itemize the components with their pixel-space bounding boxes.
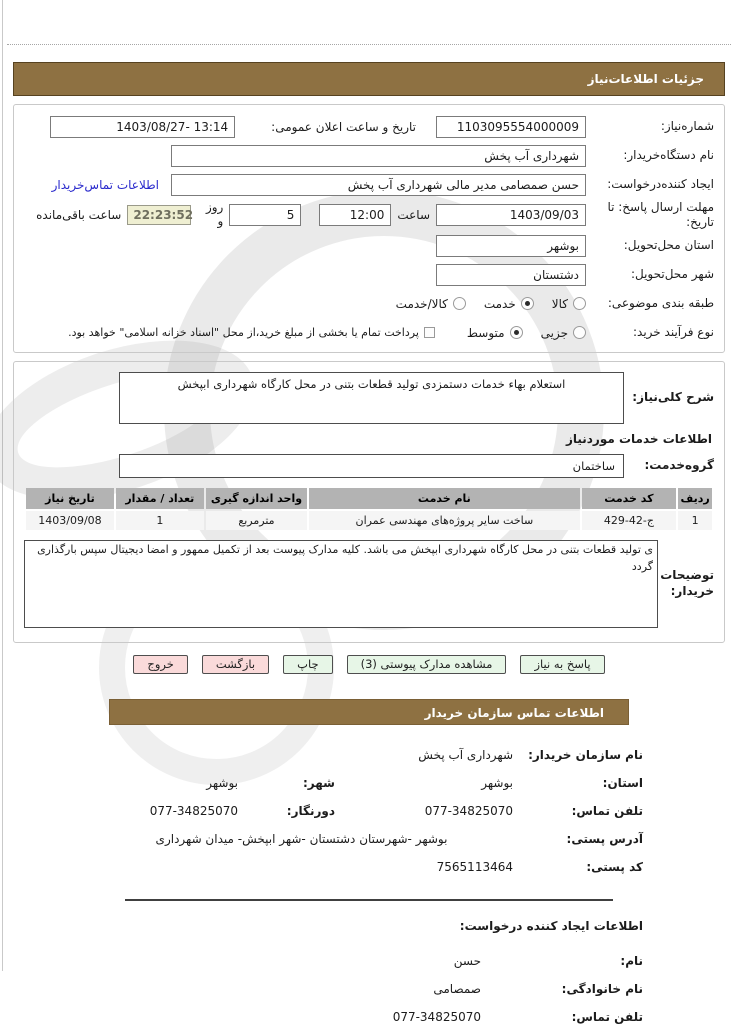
column-header: تاریخ نیاز <box>27 488 115 509</box>
service-group-field[interactable]: ساختمان <box>120 454 625 478</box>
countdown-timer: 22:23:52 <box>128 205 192 225</box>
service-group-label: گروه‌خدمت: <box>645 458 715 473</box>
delivery-city-label: شهر محل‌تحویل: <box>631 267 715 281</box>
exit-button[interactable]: خروج <box>134 655 188 674</box>
reply-to-need-button[interactable]: پاسخ به نیاز <box>521 655 605 674</box>
last-name-value: صمصامی <box>434 982 482 996</box>
delivery-province-row <box>25 232 715 259</box>
category-label: طبقه بندی موضوعی: <box>608 296 715 310</box>
table-row[interactable] <box>27 511 713 530</box>
need-number-field[interactable]: 1103095554000009 <box>437 116 587 138</box>
creator-info <box>96 919 644 1031</box>
province-city-row <box>96 769 644 797</box>
creator-phone-row <box>96 1003 644 1031</box>
radio-label: کالا <box>552 296 569 311</box>
process-type-row <box>25 319 715 346</box>
back-button[interactable]: بازگشت <box>203 655 270 674</box>
details-section <box>14 104 726 353</box>
first-name-label: نام: <box>621 954 644 968</box>
radio-option-medium[interactable] <box>468 326 524 340</box>
radio-option-partial[interactable] <box>542 326 587 340</box>
unit-cell: مترمربع <box>207 511 308 530</box>
org-name-value: شهرداری آب پخش <box>419 748 514 762</box>
buyer-org-row <box>25 142 715 169</box>
view-attachments-button[interactable]: مشاهده مدارک پیوستی (3) <box>348 655 508 674</box>
section-separator <box>126 899 614 901</box>
first-name-value: حسن <box>454 954 482 968</box>
request-creator-label: ایجاد کننده‌درخواست: <box>608 177 715 191</box>
need-number-label: شماره‌نیاز: <box>661 119 715 133</box>
postal-address-row <box>96 825 644 853</box>
fax-value: 077-34825070 <box>150 804 239 818</box>
postal-code-value: 7565113464 <box>437 860 514 874</box>
need-section <box>14 361 726 643</box>
service-code-cell: ج-42-429 <box>583 511 678 530</box>
days-remaining-field[interactable]: 5 <box>230 204 302 226</box>
radio-icon[interactable] <box>574 326 587 339</box>
services-table-header-row <box>27 488 713 509</box>
treasury-note: پرداخت تمام یا بخشی از مبلغ خرید،از محل "اسناد خزانه اسلامی" خواهد بود. <box>69 326 420 339</box>
services-heading: اطلاعات خدمات موردنیاز <box>566 432 713 446</box>
details-header-bar <box>14 62 726 96</box>
city-value: بوشهر <box>207 776 239 790</box>
radio-option-goods-service[interactable] <box>397 297 467 311</box>
delivery-city-row <box>25 261 715 288</box>
phone-label: تلفن تماس: <box>572 804 644 818</box>
last-name-row <box>96 975 644 1003</box>
radio-icon[interactable] <box>511 326 524 339</box>
radio-option-service[interactable] <box>485 297 535 311</box>
request-creator-row <box>25 171 715 198</box>
buyer-notes-textarea[interactable]: ی تولید قطعات بتنی در محل کارگاه شهرداری ابپخش می باشد. کلیه مدارک پیوست بعد از تکمیل ممهور و امضا دیجیتال سپس بارگذاری گردد <box>25 540 659 628</box>
action-buttons <box>0 655 740 674</box>
print-button[interactable]: چاپ <box>284 655 333 674</box>
contact-title: اطلاعات تماس سازمان خریدار <box>425 706 605 720</box>
treasury-checkbox-option[interactable] <box>69 326 436 339</box>
creator-heading: اطلاعات ایجاد کننده درخواست: <box>460 919 644 933</box>
delivery-city-field[interactable]: دشتستان <box>437 264 587 286</box>
row-index-cell: 1 <box>679 511 713 530</box>
category-row <box>25 290 715 317</box>
process-radio-group <box>468 326 587 340</box>
radio-option-goods[interactable] <box>553 297 587 311</box>
buyer-contact-link[interactable]: اطلاعات تماس‌خریدار <box>52 177 160 192</box>
org-name-label: نام سازمان خریدار: <box>529 748 644 762</box>
postal-address-label: آدرس پستی: <box>567 832 644 846</box>
remaining-label: ساعت باقی‌مانده <box>37 208 123 222</box>
radio-icon[interactable] <box>522 297 535 310</box>
radio-icon[interactable] <box>454 297 467 310</box>
buyer-notes-row <box>25 540 715 628</box>
contact-header-bar <box>110 699 630 725</box>
deadline-row <box>25 200 715 230</box>
column-header: کد خدمت <box>583 488 678 509</box>
phone-value: 077-34825070 <box>425 804 514 818</box>
deadline-label: مهلت ارسال پاسخ: تا تاریخ: <box>608 200 715 229</box>
phone-fax-row <box>96 797 644 825</box>
radio-label: متوسط <box>467 325 506 340</box>
contact-info <box>96 741 644 881</box>
request-creator-field[interactable]: حسن صمصامی مدیر مالی شهرداری آب پخش <box>172 174 587 196</box>
postal-code-label: کد پستی: <box>587 860 644 874</box>
column-header: واحد اندازه گیری <box>207 488 308 509</box>
service-name-cell: ساخت سایر پروژه‌های مهندسی عمران <box>310 511 580 530</box>
need-number-row <box>25 113 715 140</box>
creator-phone-label: تلفن تماس: <box>572 1010 644 1024</box>
buyer-org-field[interactable]: شهرداری آب پخش <box>172 145 587 167</box>
column-header: ردیف <box>679 488 713 509</box>
province-value: بوشهر <box>482 776 514 790</box>
delivery-province-field[interactable]: بوشهر <box>437 235 587 257</box>
need-description-label: شرح کلی‌نیاز: <box>633 390 715 405</box>
city-label: شهر: <box>304 776 336 790</box>
deadline-date-field[interactable]: 1403/09/03 <box>437 204 587 226</box>
need-date-cell: 1403/09/08 <box>27 511 115 530</box>
delivery-province-label: استان محل‌تحویل: <box>624 238 715 252</box>
need-description-row <box>25 372 715 424</box>
last-name-label: نام خانوادگی: <box>562 982 644 996</box>
deadline-time-field[interactable]: 12:00 <box>320 204 392 226</box>
fax-label: دورنگار: <box>287 804 336 818</box>
days-and-label: روز و <box>206 200 225 228</box>
details-title: جزئیات اطلاعات‌نیاز <box>588 72 705 86</box>
announce-datetime-field[interactable]: 1403/08/27- 13:14 <box>51 116 236 138</box>
need-description-textarea[interactable]: استعلام بهاء خدمات دستمزدی تولید قطعات بتنی در محل کارگاه شهرداری ابپخش <box>120 372 625 424</box>
hour-label: ساعت <box>398 208 431 222</box>
checkbox-icon[interactable] <box>425 327 436 338</box>
radio-icon[interactable] <box>574 297 587 310</box>
services-table <box>25 486 715 532</box>
postal-code-row <box>96 853 644 881</box>
column-header: تعداد / مقدار <box>117 488 205 509</box>
province-label: استان: <box>603 776 644 790</box>
service-group-row <box>25 454 715 478</box>
radio-label: خدمت <box>484 296 517 311</box>
postal-address-value: بوشهر -شهرستان دشتستان -شهر ابپخش- میدان شهرداری <box>156 832 449 846</box>
radio-label: کالا/خدمت <box>396 296 449 311</box>
radio-label: جزیی <box>541 325 569 340</box>
buyer-notes-label: توضیحات خریدار: <box>661 568 715 598</box>
creator-phone-value: 077-34825070 <box>393 1010 482 1024</box>
quantity-cell: 1 <box>117 511 205 530</box>
category-radio-group <box>397 297 587 311</box>
announce-label: تاریخ و ساعت اعلان عمومی: <box>272 119 417 134</box>
org-name-row <box>96 741 644 769</box>
column-header: نام خدمت <box>310 488 580 509</box>
process-type-label: نوع فرآیند خرید: <box>634 325 715 339</box>
buyer-org-label: نام دستگاه‌خریدار: <box>624 148 715 162</box>
